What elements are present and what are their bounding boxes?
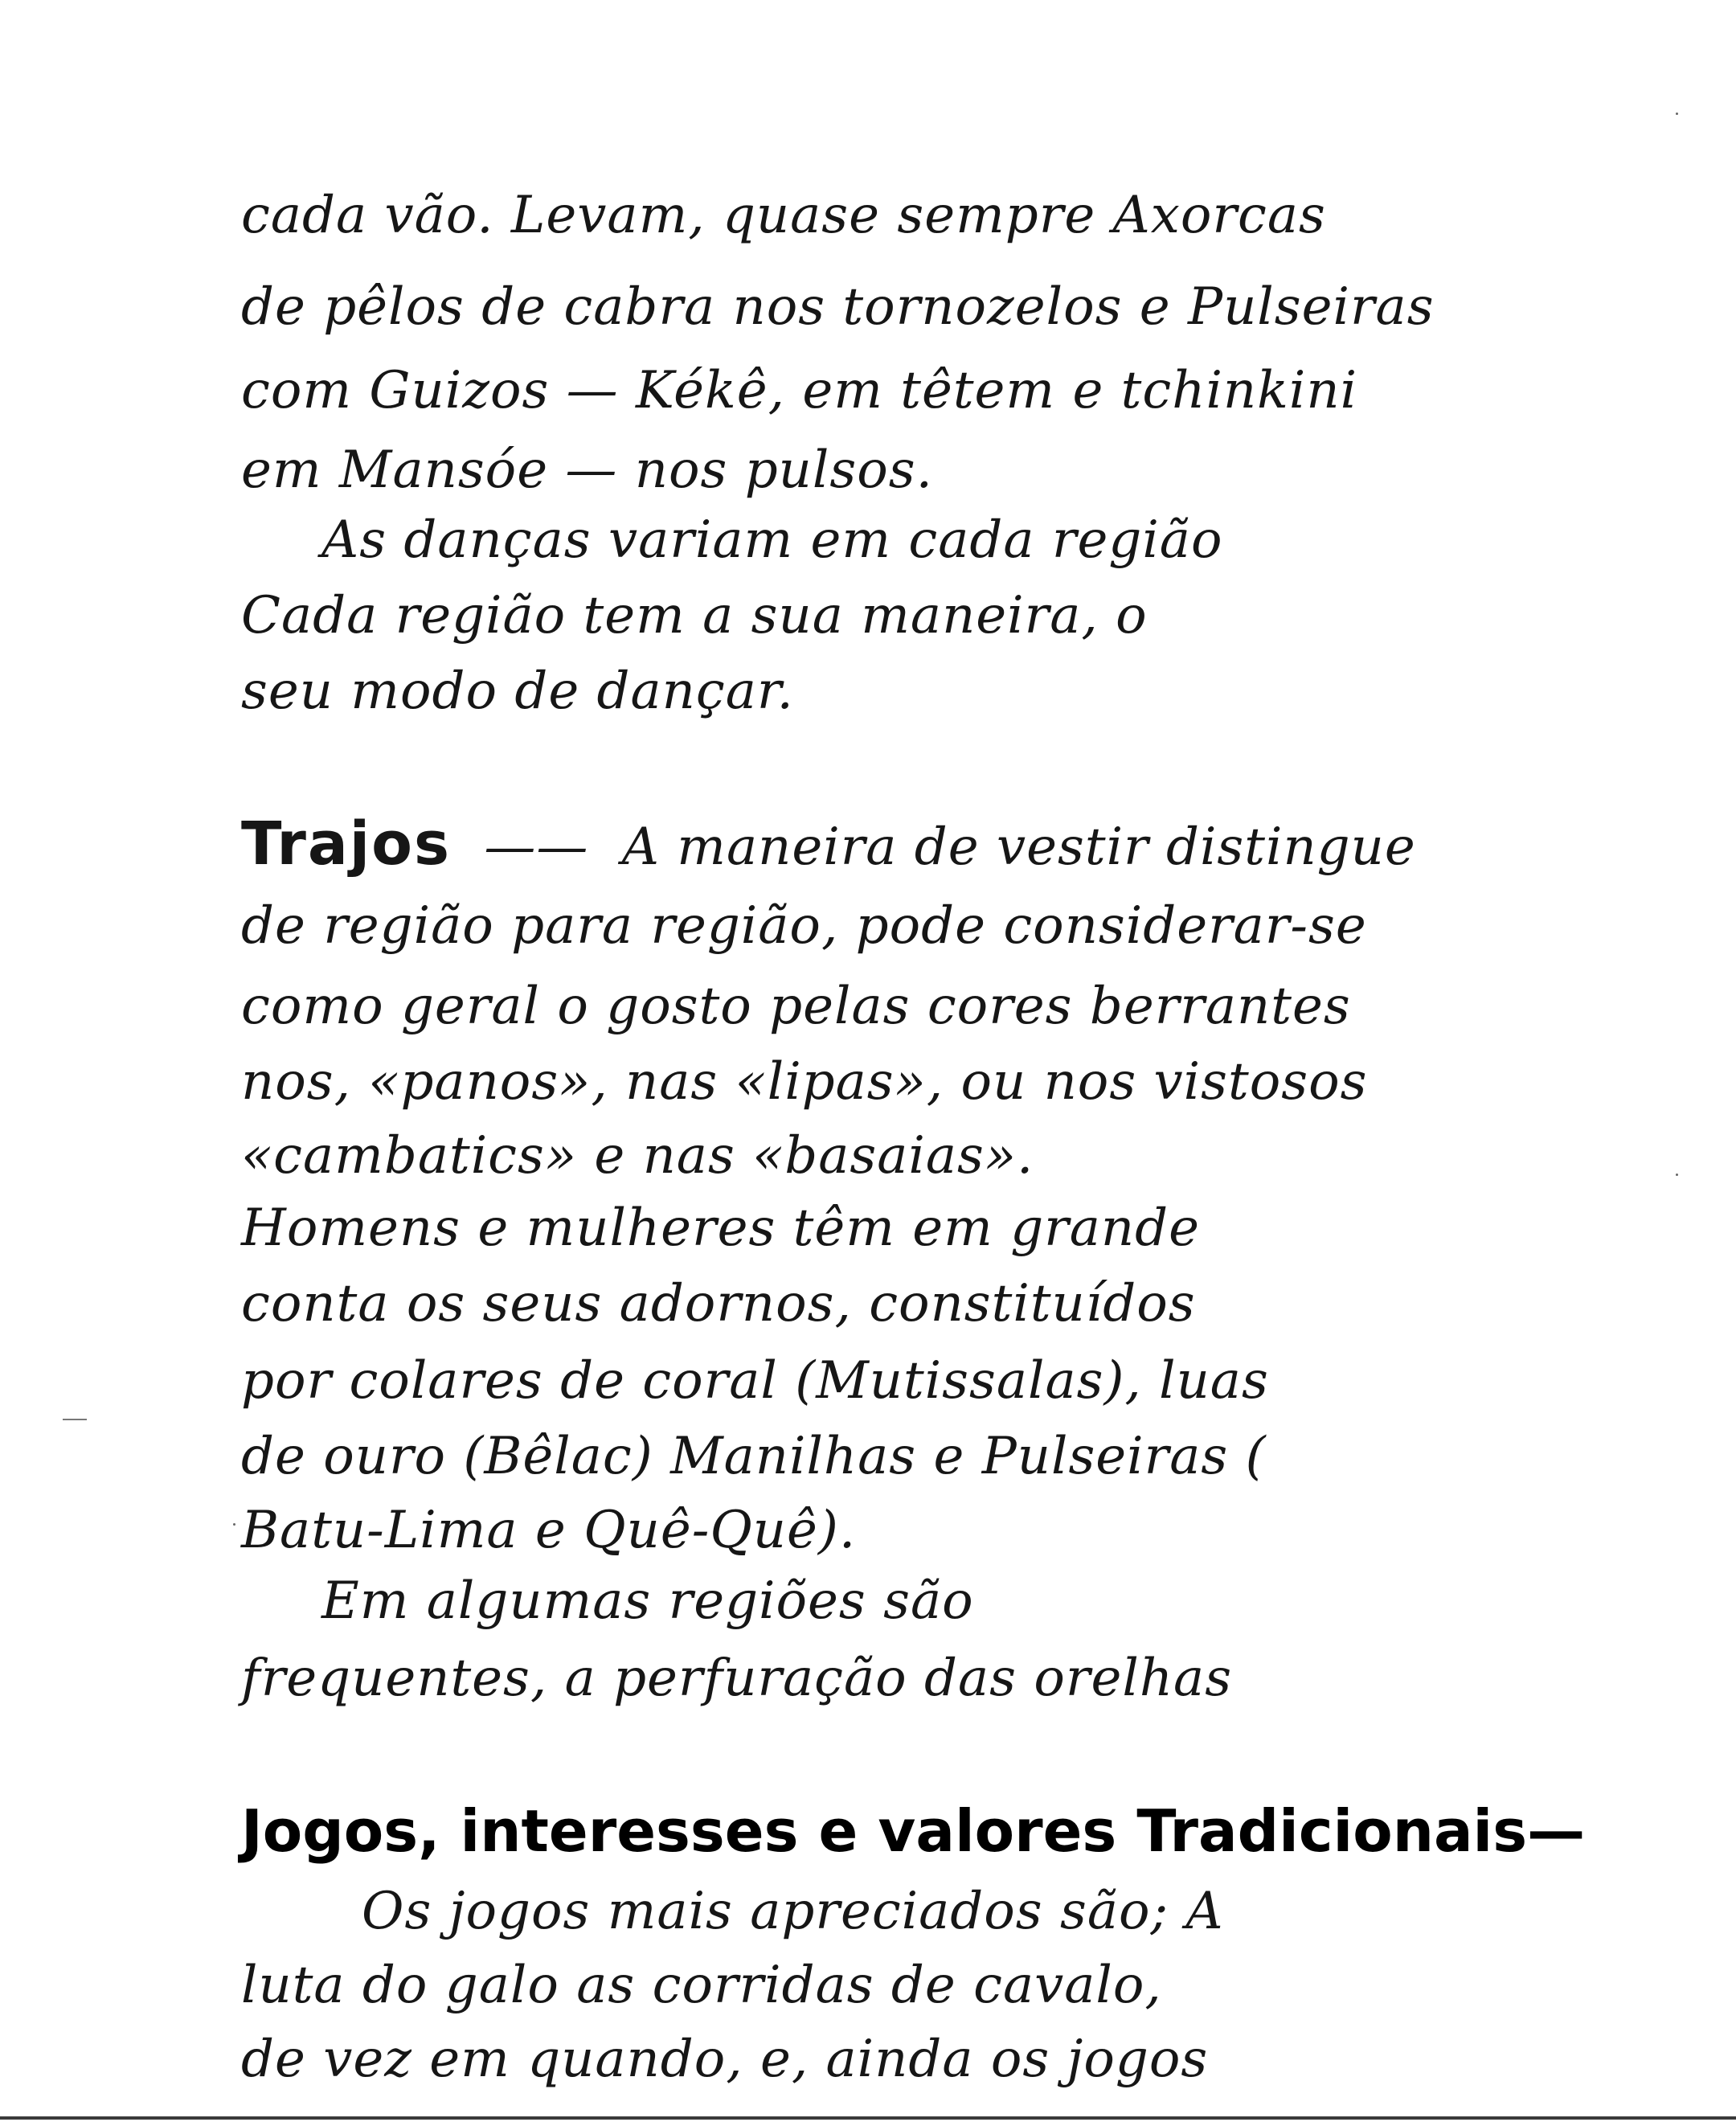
text-line: conta os seus adornos, constituídos <box>241 1274 1196 1333</box>
text-line: luta do galo as corridas de cavalo, <box>241 1956 1162 2015</box>
page-bottom-edge <box>0 2116 1736 2120</box>
text-line: com Guizos — Kékê, em têtem e tchinkini <box>241 361 1358 420</box>
text-line: como geral o gosto pelas cores berrantes <box>241 977 1351 1036</box>
section-heading-jogos: Jogos, interesses e valores Tradicionais— <box>241 1797 1586 1865</box>
text-line: de vez em quando, e, ainda os jogos <box>241 2030 1209 2089</box>
text-line: seu modo de dançar. <box>241 662 794 721</box>
text-segment: A maneira de vestir distingue <box>621 817 1416 877</box>
scan-dot <box>1676 1174 1678 1176</box>
trajos-heading-line <box>241 809 1416 879</box>
text-line: por colares de coral (Mutissalas), luas <box>241 1351 1269 1411</box>
margin-mark <box>63 1419 87 1420</box>
text-line: nos, «panos», nas «lipas», ou nos vistosos <box>241 1052 1368 1112</box>
text-line: frequentes, a perfuração das orelhas <box>241 1649 1233 1708</box>
text-line: «cambatics» e nas «basaias». <box>241 1126 1034 1186</box>
text-line: As danças variam em cada região <box>321 510 1223 570</box>
text-line: de ouro (Bêlac) Manilhas e Pulseiras ( <box>241 1427 1267 1486</box>
text-line: cada vão. Levam, quase sempre Axorcas <box>241 186 1326 245</box>
scan-dot <box>1676 113 1678 115</box>
text-line: Homens e mulheres têm em grande <box>241 1198 1200 1258</box>
heading-dash: —— <box>484 817 589 877</box>
text-line: Cada região tem a sua maneira, o <box>241 586 1148 645</box>
text-line: Batu-Lima e Quê-Quê). <box>241 1501 857 1560</box>
text-line: em Mansóe — nos pulsos. <box>241 440 933 500</box>
section-heading-trajos: Trajos <box>241 809 452 879</box>
text-line: Em algumas regiões são <box>321 1571 974 1631</box>
scan-dot <box>233 1523 235 1526</box>
text-line: de região para região, pode considerar-se <box>241 896 1367 956</box>
text-line: de pêlos de cabra nos tornozelos e Pulseiras <box>241 277 1435 337</box>
text-line: Os jogos mais apreciados são; A <box>362 1882 1224 1941</box>
